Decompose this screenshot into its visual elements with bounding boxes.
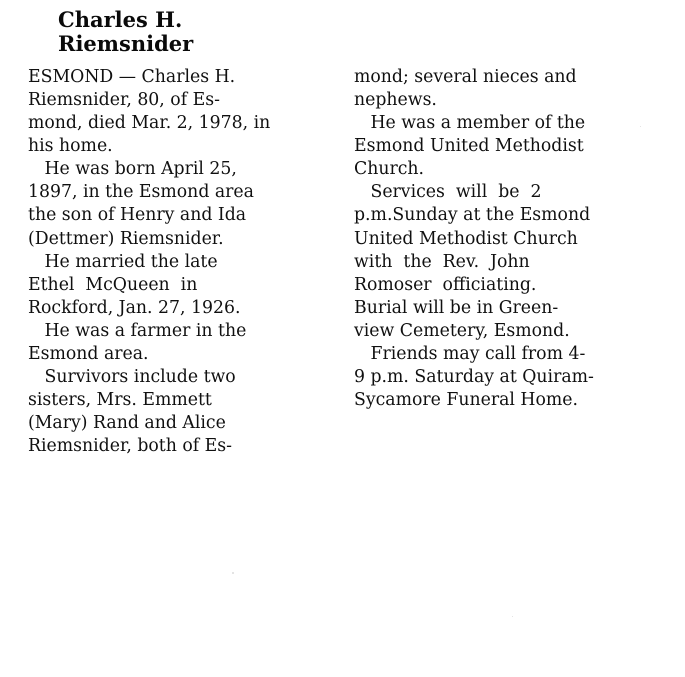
text-line: He was a member of the (354, 113, 586, 134)
text-line: Ethel McQueen in (28, 274, 198, 295)
scan-speckle (232, 572, 234, 574)
text-line: United Methodist Church (354, 228, 578, 249)
text-line: the son of Henry and Ida (28, 205, 247, 226)
left-column (28, 66, 328, 458)
body-columns (28, 66, 668, 458)
text-line: He married the late (28, 251, 218, 272)
text-line: p.m.Sunday at the Esmond (354, 205, 591, 226)
page-title (58, 8, 298, 55)
text-line: Friends may call from 4- (354, 343, 586, 364)
text-line: He was a farmer in the (28, 320, 247, 341)
text-line: mond, died Mar. 2, 1978, in (28, 113, 271, 134)
text-line: Esmond United Methodist (354, 136, 584, 157)
text-line: Burial will be in Green- (354, 297, 559, 318)
text-line: He was born April 25, (28, 159, 237, 180)
text-line: mond; several nieces and (354, 67, 577, 87)
text-line: Services will be 2 (354, 182, 542, 203)
text-line: nephews. (354, 90, 437, 111)
text-line: (Dettmer) Riemsnider. (28, 228, 224, 249)
text-line: his home. (28, 136, 113, 157)
text-line: Riemsnider, both of Es- (28, 436, 232, 457)
text-line: 1897, in the Esmond area (28, 182, 254, 203)
headline-line-2: Riemsnider (58, 30, 194, 56)
text-line: view Cemetery, Esmond. (354, 320, 570, 341)
text-line: 9 p.m. Saturday at Quiram- (354, 367, 594, 388)
text-line: with the Rev. John (354, 251, 530, 272)
text-line: Rockford, Jan. 27, 1926. (28, 297, 241, 318)
text-line: ESMOND — Charles H. (28, 67, 236, 87)
text-line: Sycamore Funeral Home. (354, 390, 578, 411)
text-line: Romoser officiating. (354, 274, 537, 295)
right-column (354, 66, 654, 458)
text-line: Church. (354, 159, 425, 180)
headline-line-1: Charles H. (58, 7, 183, 32)
text-line: Riemsnider, 80, of Es- (28, 90, 220, 111)
text-line: sisters, Mrs. Emmett (28, 390, 212, 411)
text-line: Esmond area. (28, 343, 149, 364)
scan-speckle (512, 616, 513, 617)
text-line: (Mary) Rand and Alice (28, 413, 226, 434)
scan-speckle (640, 126, 641, 127)
text-line: Survivors include two (28, 367, 236, 388)
